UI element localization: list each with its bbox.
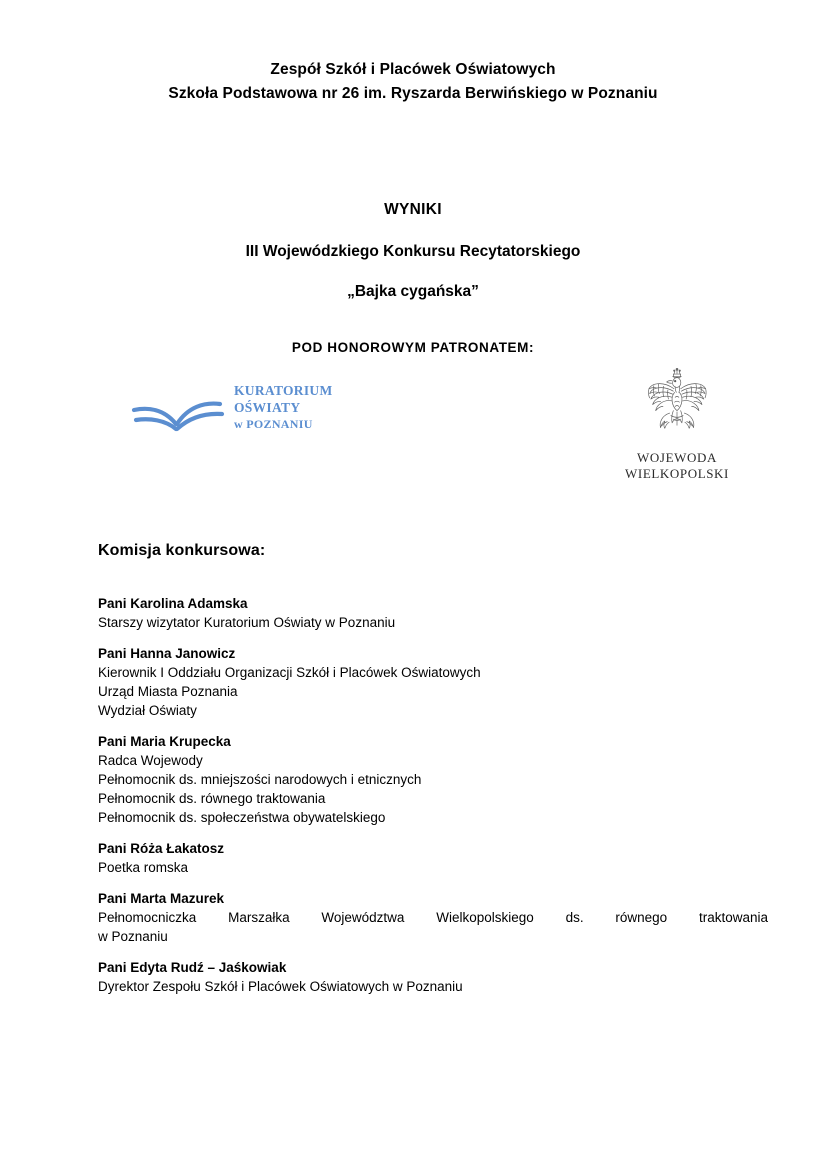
jury-member-role: Pełnomocnik ds. równego traktowania xyxy=(98,791,326,806)
jury-member xyxy=(98,732,768,827)
jury-member-role: Pełnomocnik ds. społeczeństwa obywatelskiego xyxy=(98,810,386,825)
wojewoda-logo-line-2: WIELKOPOLSKI xyxy=(625,466,729,481)
jury-member xyxy=(98,594,768,632)
open-book-icon xyxy=(130,384,226,432)
jury-member-role-line: Pełnomocniczka Marszałka Województwa Wielkopolskiego ds. równego traktowania xyxy=(98,910,768,925)
jury-member-name: Pani Edyta Rudź – Jaśkowiak xyxy=(98,960,287,975)
wojewoda-wielkopolski-logo xyxy=(612,368,742,482)
kuratorium-oswiaty-logo xyxy=(130,382,333,433)
jury-member-name: Pani Maria Krupecka xyxy=(98,734,231,749)
jury-members-list xyxy=(98,594,768,996)
wojewoda-logo-text xyxy=(612,450,742,482)
wojewoda-logo-line-1: WOJEWODA xyxy=(637,450,717,465)
school-header xyxy=(58,58,768,106)
school-header-line-2: Szkoła Podstawowa nr 26 im. Ryszarda Berwińskiego w Poznaniu xyxy=(168,85,658,102)
polish-eagle-emblem-icon xyxy=(640,368,714,446)
school-header-line-1: Zespół Szkół i Placówek Oświatowych xyxy=(270,61,556,78)
jury-member xyxy=(98,644,768,720)
jury-member-name: Pani Hanna Janowicz xyxy=(98,646,236,661)
competition-title-block xyxy=(58,200,768,302)
kuratorium-logo-line-2: OŚWIATY xyxy=(234,400,301,415)
competition-name: III Wojewódzkiego Konkursu Recytatorskiego xyxy=(245,243,581,260)
jury-member-role-line: w Poznaniu xyxy=(98,929,168,944)
jury-member-name: Pani Marta Mazurek xyxy=(98,891,225,906)
kuratorium-logo-text xyxy=(234,382,333,433)
jury-member xyxy=(98,889,768,946)
jury-member-role: Starszy wizytator Kuratorium Oświaty w Poznaniu xyxy=(98,615,396,630)
jury-member-role: Urząd Miasta Poznania xyxy=(98,684,238,699)
patronage-label: POD HONOROWYM PATRONATEM: xyxy=(291,340,535,355)
jury-member-name: Pani Karolina Adamska xyxy=(98,596,248,611)
patronage-logos-row xyxy=(0,368,826,481)
jury-member xyxy=(98,839,768,877)
jury-member-role: Pełnomocnik ds. mniejszości narodowych i etnicznych xyxy=(98,772,422,787)
jury-member-role xyxy=(98,908,768,946)
competition-subject: „Bajka cygańska” xyxy=(347,283,479,300)
jury-member-role: Wydział Oświaty xyxy=(98,703,197,718)
kuratorium-logo-line-1: KURATORIUM xyxy=(234,383,333,398)
results-label: WYNIKI xyxy=(384,201,442,218)
jury-section-heading: Komisja konkursowa: xyxy=(98,542,266,559)
jury-member-name: Pani Róża Łakatosz xyxy=(98,841,225,856)
jury-member xyxy=(98,958,768,996)
jury-member-role: Radca Wojewody xyxy=(98,753,203,768)
jury-member-role: Kierownik I Oddziału Organizacji Szkół i Placówek Oświatowych xyxy=(98,665,481,680)
jury-member-role: Poetka romska xyxy=(98,860,189,875)
jury-member-role: Dyrektor Zespołu Szkół i Placówek Oświatowych w Poznaniu xyxy=(98,979,463,994)
kuratorium-logo-line-3: w POZNANIU xyxy=(234,417,313,431)
